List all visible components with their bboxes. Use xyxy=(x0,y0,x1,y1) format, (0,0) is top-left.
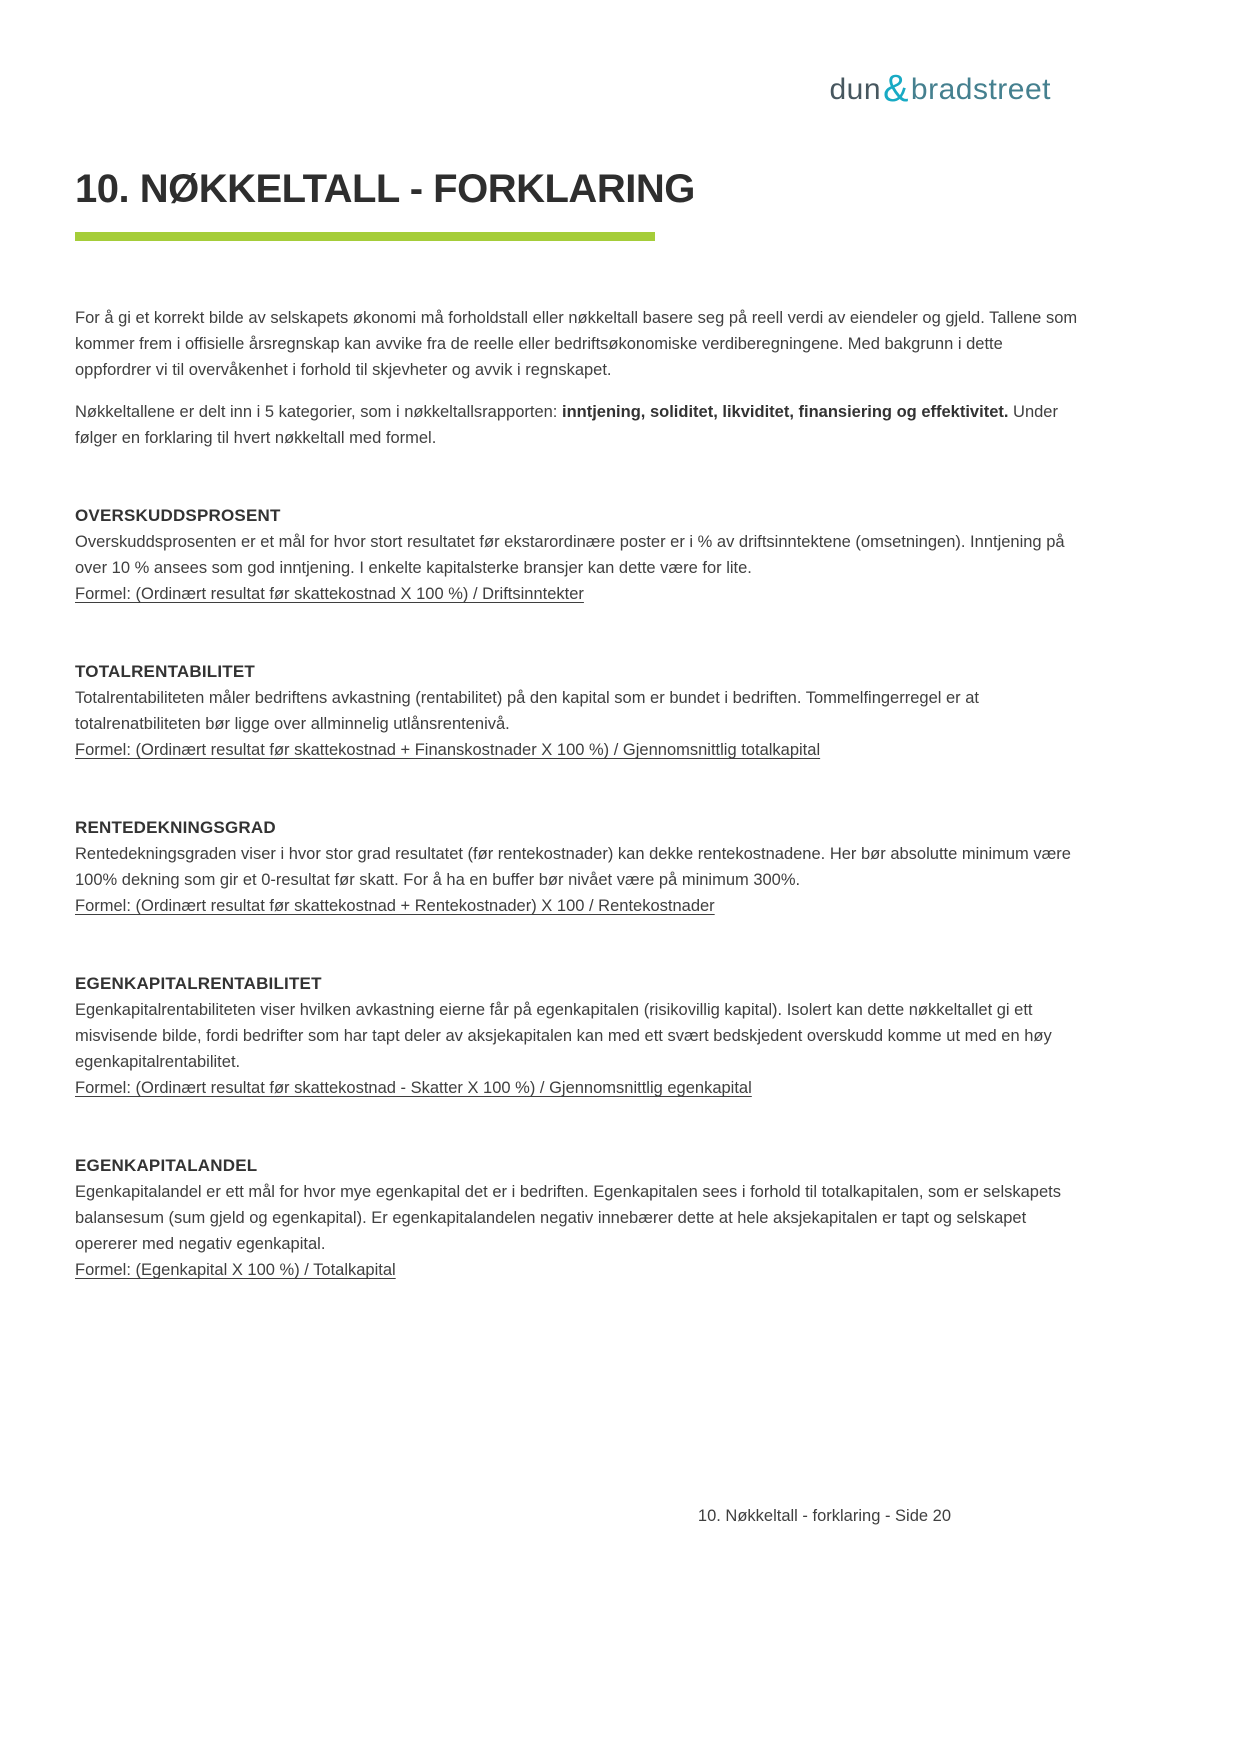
section-formula: Formel: (Ordinært resultat før skattekostnad - Skatter X 100 %) / Gjennomsnittlig egenkapital xyxy=(75,1079,752,1097)
section-formula: Formel: (Ordinært resultat før skattekostnad + Finanskostnader X 100 %) / Gjennomsnittlig totalkapital xyxy=(75,741,821,759)
page-title: 10. NØKKELTALL - FORKLARING xyxy=(75,167,695,211)
section-heading: EGENKAPITALRENTABILITET xyxy=(75,974,322,993)
intro-paragraph-2-text: Nøkkeltallene er delt inn i 5 kategorier, som i nøkkeltallsrapporten: xyxy=(75,403,562,421)
ampersand-icon: & xyxy=(883,68,909,110)
section-body: Overskuddsprosenten er et mål for hvor stort resultatet før ekstarordinære poster er i % av driftsinntektene (omsetningen). Inntjening på over 10 % ansees som god inntjening. I enkelte kapitalsterke bransjer kan dette være for lite. xyxy=(75,533,1065,577)
section-egenkapitalrentabilitet xyxy=(75,971,1080,1101)
intro-paragraph-1: For å gi et korrekt bilde av selskapets økonomi må forholdstall eller nøkkeltall basere seg på reell verdi av eiendeler og gjeld. Tallene som kommer frem i offisielle årsregnskap kan avvike fra de reelle eller bedriftsøkonomiske verdiberegningene. Med bakgrunn i dette oppfordrer vi til overvåkenhet i forhold til skjevheter og avvik i regnskapet. xyxy=(75,309,1078,379)
intro-paragraph-2-categories: inntjening, soliditet, likviditet, finansiering og effektivitet. xyxy=(561,403,1009,421)
section-egenkapitalandel xyxy=(75,1153,1080,1283)
section-body: Egenkapitalandel er ett mål for hvor mye egenkapital det er i bedriften. Egenkapitalen sees i forhold til totalkapitalen, som er selskapets balansesum (sum gjeld og egenkapital). Er egenkapitalandelen negativ innebærer dette at hele aksjekapitalen er tapt og selskapet opererer med negativ egenkapital. xyxy=(75,1183,1061,1253)
section-body: Totalrentabiliteten måler bedriftens avkastning (rentabilitet) på den kapital som er bundet i bedriften. Tommelfingerregel er at totalrenatbiliteten bør ligge over allminnelig utlånsrentenivå. xyxy=(75,689,980,733)
section-body: Rentedekningsgraden viser i hvor stor grad resultatet (før rentekostnader) kan dekke rentekostnadene. Her bør absolutte minimum være 100% dekning som gir et 0-resultat før skatt. For å ha en buffer bør nivået være på minimum 300%. xyxy=(75,845,1071,889)
logo-text-bradstreet: bradstreet xyxy=(910,73,1051,106)
section-formula: Formel: (Ordinært resultat før skattekostnad X 100 %) / Driftsinntekter xyxy=(75,585,584,603)
section-rentedekningsgrad xyxy=(75,815,1080,919)
section-overskuddsprosent xyxy=(75,503,1080,607)
section-body: Egenkapitalrentabiliteten viser hvilken avkastning eierne får på egenkapitalen (risikovillig kapital). Isolert kan dette nøkkeltallet gi ett misvisende bilde, fordi bedrifter som har tapt deler av aksjekapitalen kan med ett svært bedskjedent overskudd komme ut med en høy egenkapitalrentabilitet. xyxy=(75,1001,1052,1071)
section-heading: RENTEDEKNINGSGRAD xyxy=(75,818,276,837)
intro-paragraph-2 xyxy=(75,399,1080,451)
section-totalrentabilitet xyxy=(75,659,1080,763)
section-heading: OVERSKUDDSPROSENT xyxy=(75,506,281,525)
logo-text-dun: dun xyxy=(829,73,882,106)
page-footer: 10. Nøkkeltall - forklaring - Side 20 xyxy=(697,1507,951,1525)
title-underline-bar xyxy=(75,232,655,241)
section-heading: TOTALRENTABILITET xyxy=(75,662,255,681)
document-content xyxy=(75,0,1080,1283)
section-heading: EGENKAPITALANDEL xyxy=(75,1156,258,1175)
intro-paragraph-2-closing: Under følger en forklaring til hvert nøkkeltall med formel. xyxy=(75,403,1058,447)
section-formula: Formel: (Ordinært resultat før skattekostnad + Rentekostnader) X 100 / Rentekostnader xyxy=(75,897,715,915)
section-formula: Formel: (Egenkapital X 100 %) / Totalkapital xyxy=(75,1261,396,1279)
